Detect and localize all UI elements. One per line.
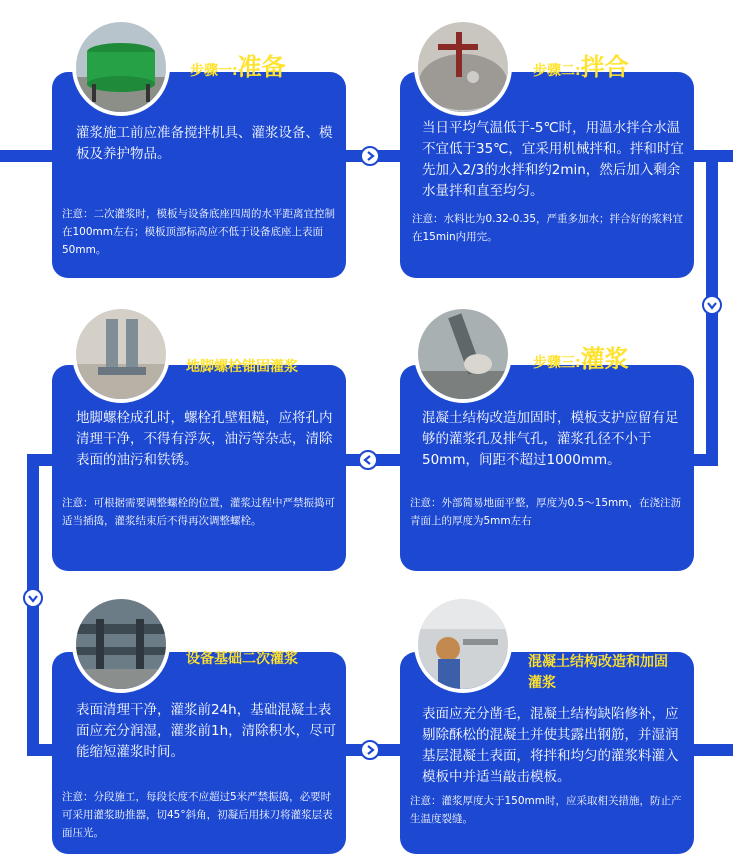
step-title: 地脚螺栓锚固灌浆	[186, 359, 298, 375]
arrow-right-icon	[360, 740, 380, 760]
step-main-text: 混凝土结构改造加固时，模板支护应留有足够的灌浆孔及排气孔，灌浆孔径不小于50mm，间距不超过1000mm。	[422, 410, 679, 468]
step-note-text: 注意：可根据需要调整螺栓的位置，灌浆过程中严禁振捣可适当插捣，灌浆结束后不得再次调整螺栓。	[62, 497, 335, 527]
mixer-photo	[72, 18, 170, 116]
step-main-text: 灌浆施工前应准备搅拌机具、灌浆设备、模板及养护物品。	[76, 125, 333, 162]
step-title: 混凝土结构改造和加固灌浆	[528, 654, 668, 691]
step-note-text: 注意：外部简易地面平整，厚度为0.5～15mm，在浇注沥青面上的厚度为5mm左右	[410, 497, 682, 527]
step-main-text: 表面应充分凿毛，混凝土结构缺陷修补，应剔除酥松的混凝土并使其露出钢筋，并湿润基层混凝土表面，将拌和均匀的灌浆料灌入模板中并适当敲击模板。	[422, 706, 679, 785]
step-note-text: 注意：二次灌浆时，模板与设备底座四周的水平距离宜控制在100mm左右；模板顶部标高应不低于设备底座上表面50mm。	[62, 208, 335, 256]
mixing-photo	[414, 18, 512, 116]
step-title: 步骤一:准备	[190, 53, 286, 81]
step-main-text: 当日平均气温低于-5℃时，用温水拌合水温不宜低于35℃，宜采用机械拌和。拌和时宜先加入2/3的水拌和约2min，然后加入剩余水量拌和直至均匀。	[422, 120, 684, 199]
step-title: 步骤二:拌合	[533, 53, 629, 81]
step-note-text: 注意：水料比为0.32-0.35，严重多加水；拌合好的浆料宜在15min内用完。	[412, 213, 684, 243]
grouting-photo	[414, 305, 512, 403]
arrow-down-icon	[702, 295, 722, 315]
step-title: 步骤三:灌浆	[533, 345, 629, 373]
structure-repair-photo	[414, 595, 512, 693]
equipment-base-photo	[72, 595, 170, 693]
arrow-left-icon	[358, 450, 378, 470]
step-title: 设备基础二次灌浆	[186, 651, 298, 667]
anchor-bolt-photo	[72, 305, 170, 403]
arrow-down-icon	[23, 588, 43, 608]
step-main-text: 表面清理干净，灌浆前24h，基础混凝土表面应充分润湿，灌浆前1h，清除积水，尽可能缩短灌浆时间。	[76, 702, 337, 760]
step-main-text: 地脚螺栓成孔时，螺栓孔壁粗糙，应将孔内清理干净，不得有浮灰，油污等杂志，清除表面的油污和铁锈。	[76, 410, 333, 468]
arrow-right-icon	[360, 146, 380, 166]
step-note-text: 注意：分段施工，每段长度不应超过5米严禁振捣，必要时可采用灌浆助推器，切45°斜角，初凝后用抹刀将灌浆层表面压光。	[62, 791, 333, 839]
step-note-text: 注意：灌浆厚度大于150mm时，应采取相关措施，防止产生温度裂缝。	[410, 795, 682, 825]
